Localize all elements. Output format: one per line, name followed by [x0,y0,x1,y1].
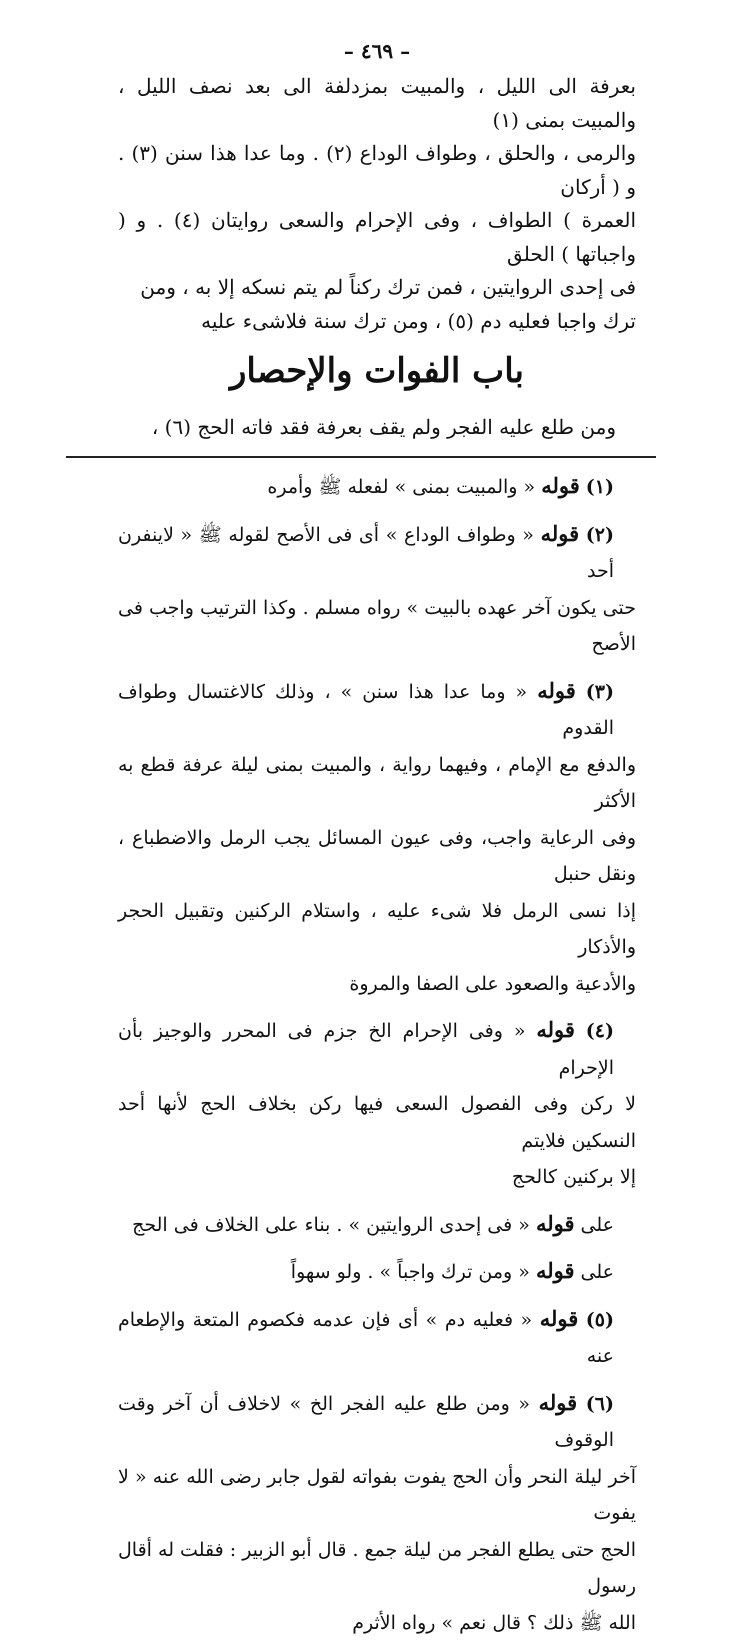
footnote-line: « والمبيت بمنى » لفعله ﷺ وأمره [267,476,535,498]
main-text-line: فى إحدى الروايتين ، فمن ترك ركناً لم يتم نسكه إلا به ، ومن [118,271,636,305]
footnote-keyword: قوله [539,1390,578,1415]
footnote-keyword: قوله [537,678,576,703]
footnote-1 [118,468,636,506]
main-text-line: العمرة ) الطواف ، وفى الإحرام والسعى روايتان (٤) . و ( واجباتها ) الحلق [118,204,636,271]
footnote-number: (٢) [586,524,614,546]
footnote-line: الحج حتى يطلع الفجر من ليلة جمع . قال أبو الزبير : فقلت له أقال رسول [118,1532,636,1605]
footnote-4 [118,1012,636,1196]
main-text-line: ترك واجبا فعليه دم (٥) ، ومن ترك سنة فلاشىء عليه [118,305,636,339]
main-text [118,70,636,338]
footnote-number: (٣) [586,681,614,703]
footnote-keyword: قوله [540,1306,579,1331]
footnote-line: « وطواف الوداع » أى فى الأصح لقوله ﷺ « لاينفرن أحد [118,524,614,583]
footnote-line: الله ﷺ ذلك ؟ قال نعم » رواه الأثرم [118,1605,636,1641]
footnote-line: « وما عدا هذا سنن » ، وذلك كالاغتسال وطواف القدوم [118,681,614,740]
footnote-number: (٥) [586,1309,614,1331]
chapter-title: باب الفوات والإحصار [118,346,636,396]
footnote-keyword: قوله [536,1017,575,1042]
footnote-3 [118,673,636,1003]
footnote-keyword: قوله [536,1211,575,1236]
main-text-line: بعرفة الى الليل ، والمبيت بمزدلفة الى بعد نصف الليل ، والمبيت بمنى (١) [118,70,636,137]
footnote-prefix: على [581,1261,614,1283]
footnote-5 [118,1301,636,1375]
footnote-keyword: قوله [541,521,580,546]
footnote-line: وفى الرعاية واجب، وفى عيون المسائل يجب الرمل والاضطباع ، ونقل حنبل [118,820,636,893]
footnote-4-sub-b [118,1253,636,1291]
footnote-line: لا ركن وفى الفصول السعى فيها ركن بخلاف الحج لأنها أحد النسكين فلايتم [118,1086,636,1159]
page-number: – ٤٦٩ – [118,38,636,64]
footnote-line: « ومن طلع عليه الفجر الخ » لاخلاف أن آخر وقت الوقوف [118,1393,614,1452]
footnote-number: (٦) [586,1393,614,1415]
main-text-line: والرمى ، والحلق ، وطواف الوداع (٢) . وما عدا هذا سنن (٣) . و ( أركان [118,137,636,204]
footnote-line: والدفع مع الإمام ، وفيهما رواية ، والمبيت بمنى ليلة عرفة قطع به الأكثر [118,747,636,820]
footnote-4-sub-a [118,1206,636,1244]
footnote-number: (٤) [586,1020,614,1042]
footnote-keyword: قوله [536,1258,575,1283]
footnote-line: « ومن ترك واجباً » . ولو سهواً [291,1261,530,1283]
footnote-line: حتى يكون آخر عهده بالبيت » رواه مسلم . وكذا الترتيب واجب فى الأصح [118,590,636,663]
footnote-divider [66,456,656,458]
footnote-line: « فى إحدى الروايتين » . بناء على الخلاف فى الحج [132,1214,530,1236]
footnote-2 [118,516,636,663]
footnote-line: « فعليه دم » أى فإن عدمه فكصوم المتعة والإطعام عنه [118,1309,614,1368]
footnote-6 [118,1385,636,1641]
footnote-keyword: قوله [541,473,580,498]
footnote-line: إلا بركنين كالحج [118,1159,636,1196]
footnotes [118,468,636,1641]
footnote-line: آخر ليلة النحر وأن الحج يفوت بفواته لقول جابر رضى الله عنه « لا يفوت [118,1459,636,1532]
footnote-line: « وفى الإحرام الخ جزم فى المحرر والوجيز بأن الإحرام [118,1020,614,1079]
footnote-line: إذا نسى الرمل فلا شىء عليه ، واستلام الركنين وتقبيل الحجر والأذكار [118,893,636,966]
footnote-prefix: على [581,1214,614,1236]
footnote-number: (١) [586,476,614,498]
chapter-text: ومن طلع عليه الفجر ولم يقف بعرفة فقد فاته الحج (٦) ، [118,410,636,444]
footnote-line: والأدعية والصعود على الصفا والمروة [118,966,636,1003]
